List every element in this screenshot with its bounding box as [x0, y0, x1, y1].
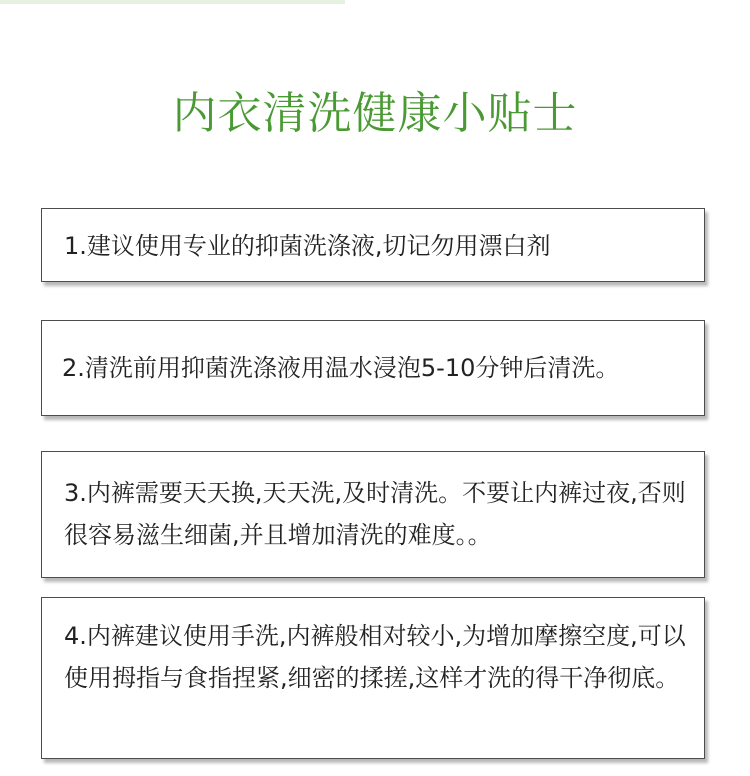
tip-card-3: [41, 451, 705, 578]
tip-card-1: [41, 208, 705, 282]
page-title: 内衣清洗健康小贴士: [172, 88, 578, 139]
tip-text-3: 3.内裤需要天天换,天天洗,及时清洗。不要让内裤过夜,否则很容易滋生细菌,并且增加清洗的难度。。: [64, 479, 686, 549]
tip-text-4: 4.内裤建议使用手洗,内裤般相对较小,为增加摩擦空度,可以使用拇指与食指捏紧,细密的揉搓,这样才洗的得干净彻底。: [64, 622, 686, 692]
tip-card-4: [41, 597, 705, 759]
tip-text-1: 1.建议使用专业的抑菌洗涤液,切记勿用漂白剂: [64, 232, 551, 260]
top-accent-bar: [0, 0, 345, 4]
tip-text-2: 2.清洗前用抑菌洗涤液用温水浸泡5-10分钟后清洗。: [62, 354, 620, 382]
tip-card-2: [41, 320, 705, 416]
